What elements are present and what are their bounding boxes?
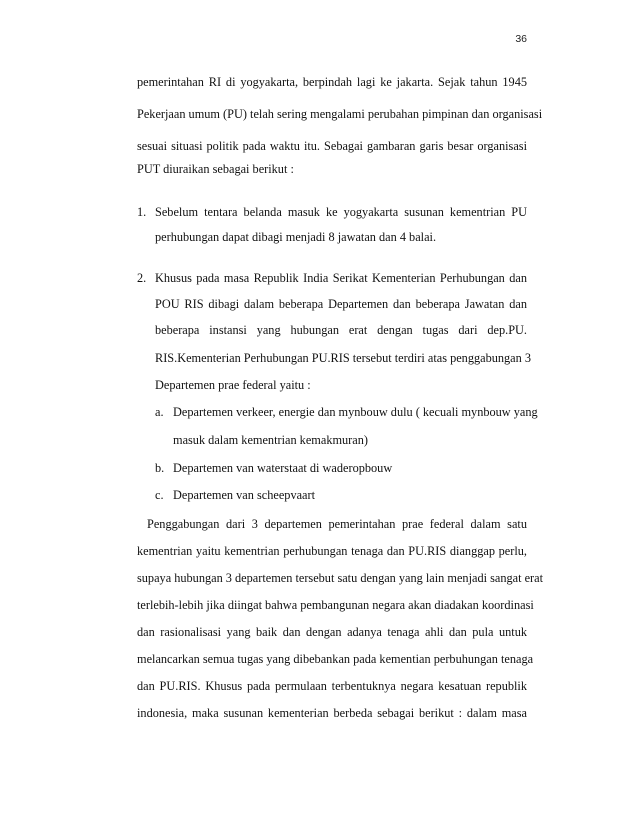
closing-line-6: melancarkan semua tugas yang dibebankan pada kementian perbuhungan tenaga xyxy=(137,652,534,666)
closing-line-1: Penggabungan dari 3 departemen pemerintahan prae federal dalam satu xyxy=(147,517,527,531)
list-item-2-line-1: Khusus pada masa Republik India Serikat Kementerian Perhubungan dan xyxy=(155,271,527,285)
intro-line-4: PUT diuraikan sebagai berikut : xyxy=(137,162,294,176)
closing-line-5: dan rasionalisasi yang baik dan dengan adanya tenaga ahli dan pula untuk xyxy=(137,625,527,639)
sub-item-b-marker: b. xyxy=(155,461,165,475)
intro-line-2: Pekerjaan umum (PU) telah sering mengalami perubahan pimpinan dan organisasi xyxy=(137,107,543,121)
list-item-2-line-2: POU RIS dibagi dalam beberapa Departemen dan beberapa Jawatan dan xyxy=(155,297,527,311)
closing-line-2: kementrian yaitu kementrian perhubungan tenaga dan PU.RIS dianggap perlu, xyxy=(137,544,527,558)
list-item-2-marker: 2. xyxy=(137,271,147,285)
closing-line-4: terlebih-lebih jika diingat bahwa pembangunan negara akan diadakan koordinasi xyxy=(137,598,534,612)
list-item-1-marker: 1. xyxy=(137,205,147,219)
sub-item-a-line-2: masuk dalam kementrian kemakmuran) xyxy=(173,433,368,447)
list-item-2-line-3: beberapa instansi yang hubungan erat dengan tugas dari dep.PU. xyxy=(155,323,527,337)
list-item-1-line-1: Sebelum tentara belanda masuk ke yogyakarta susunan kementrian PU xyxy=(155,205,527,219)
closing-line-3: supaya hubungan 3 departemen tersebut satu dengan yang lain menjadi sangat erat xyxy=(137,571,544,585)
page-number: 36 xyxy=(515,33,527,45)
sub-item-c-text: Departemen van scheepvaart xyxy=(173,488,316,502)
sub-item-a-marker: a. xyxy=(155,405,164,419)
intro-line-1: pemerintahan RI di yogyakarta, berpindah lagi ke jakarta. Sejak tahun 1945 xyxy=(137,75,527,89)
intro-line-3: sesuai situasi politik pada waktu itu. Sebagai gambaran garis besar organisasi xyxy=(137,139,527,153)
sub-item-a-line-1: Departemen verkeer, energie dan mynbouw dulu ( kecuali mynbouw yang xyxy=(173,405,538,419)
closing-line-7: dan PU.RIS. Khusus pada permulaan terbentuknya negara kesatuan republik xyxy=(137,679,527,693)
closing-line-8: indonesia, maka susunan kementerian berbeda sebagai berikut : dalam masa xyxy=(137,706,527,720)
list-item-2-line-4: RIS.Kementerian Perhubungan PU.RIS tersebut terdiri atas penggabungan 3 xyxy=(155,351,531,365)
list-item-1-line-2: perhubungan dapat dibagi menjadi 8 jawatan dan 4 balai. xyxy=(155,230,437,244)
list-item-2-line-5: Departemen prae federal yaitu : xyxy=(155,378,311,392)
sub-item-b-text: Departemen van waterstaat di waderopbouw xyxy=(173,461,393,475)
sub-item-c-marker: c. xyxy=(155,488,164,502)
